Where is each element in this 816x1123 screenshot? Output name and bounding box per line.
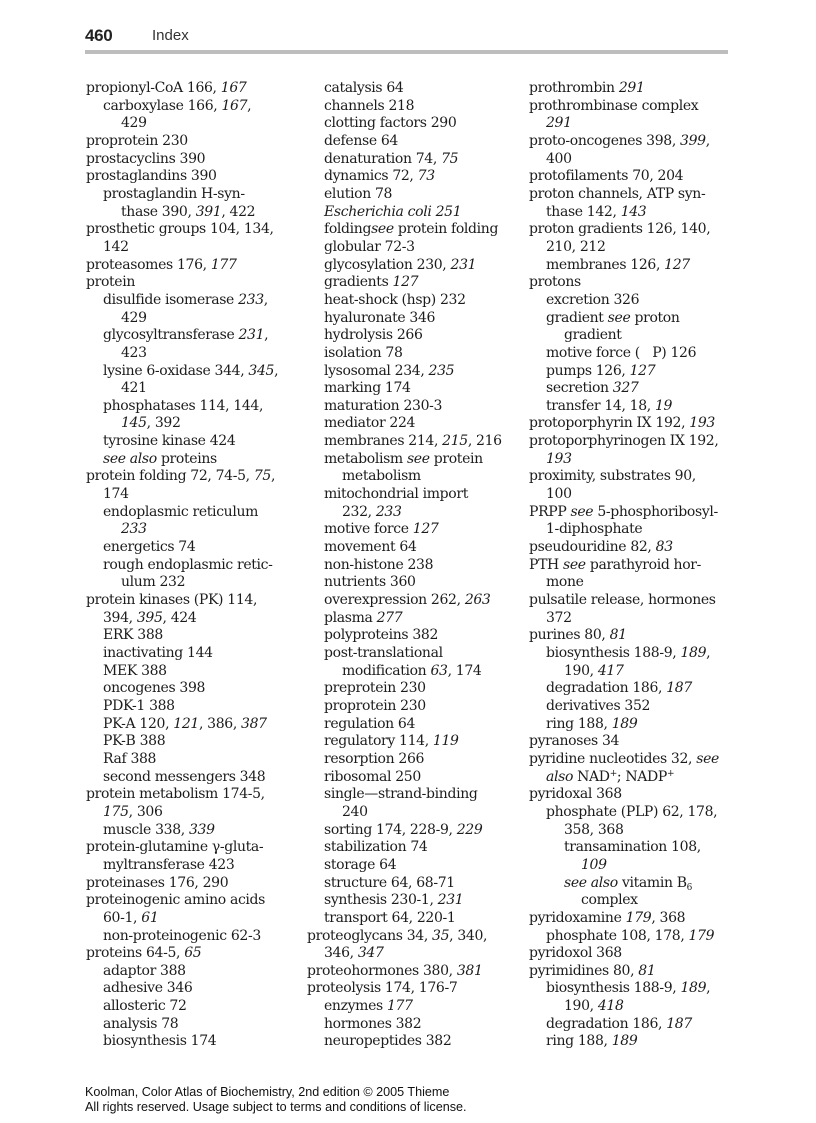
index-subentry: 400: [546, 150, 572, 167]
index-subentry: 174: [103, 486, 129, 503]
index-subentry: 372: [546, 609, 572, 626]
index-subentry: 190, 418: [564, 998, 624, 1015]
index-subentry: transport 64, 220-1: [324, 909, 456, 926]
index-subentry: hyaluronate 346: [324, 309, 436, 326]
index-subentry: 346, 347: [324, 945, 384, 962]
index-subentry: lysine 6-oxidase 344, 345,: [103, 362, 279, 379]
index-subentry: channels 218: [324, 97, 415, 114]
index-subentry: 421: [121, 380, 147, 397]
index-entry: pyrimidines 80, 81: [529, 962, 656, 979]
index-subentry: gradient: [564, 327, 622, 344]
index-subentry: transamination 108,: [564, 839, 701, 856]
index-entry: prostacyclins 390: [86, 150, 206, 167]
index-subentry: tyrosine kinase 424: [103, 433, 236, 450]
index-subentry: stabilization 74: [324, 839, 428, 856]
footer-line-1: Koolman, Color Atlas of Biochemistry, 2nd edition © 2005 Thieme: [85, 1085, 450, 1099]
index-subentry: biosynthesis 188-9, 189,: [546, 645, 711, 661]
index-subentry: 175, 306: [103, 803, 163, 820]
index-subentry: ribosomal 250: [324, 768, 421, 785]
index-entry: protofilaments 70, 204: [529, 168, 684, 185]
index-entry: pyridoxal 368: [529, 786, 622, 803]
index-subentry: excretion 326: [546, 291, 640, 308]
index-subentry: see also proteins: [103, 450, 217, 467]
index-subentry: glycosyltransferase 231,: [103, 327, 269, 344]
index-subentry: membranes 214, 215, 216: [324, 433, 502, 450]
index-subentry: lysosomal 234, 235: [324, 362, 455, 379]
index-subentry: phosphate (PLP) 62, 178,: [546, 803, 718, 820]
index-subentry: 210, 212: [546, 238, 606, 255]
index-subentry: enzymes 177: [324, 998, 413, 1015]
index-subentry: 232, 233: [342, 503, 402, 520]
index-subentry: 429: [121, 309, 147, 326]
index-entry: proprotein 230: [86, 132, 188, 149]
index-subentry: post-translational: [324, 645, 443, 661]
index-entry: pyranoses 34: [529, 733, 620, 750]
index-subentry: PK-A 120, 121, 386, 387: [103, 715, 267, 732]
index-subentry: mediator 224: [324, 415, 416, 432]
index-entry: proteins 64-5, 65: [86, 945, 202, 962]
index-subentry: defense 64: [324, 132, 398, 149]
index-subentry: inactivating 144: [103, 645, 213, 661]
index-subentry: 109: [581, 856, 607, 873]
index-subentry: 429: [121, 115, 147, 132]
index-subentry: clotting factors 290: [324, 115, 457, 132]
index-subentry: heat-shock (hsp) 232: [324, 291, 466, 308]
index-subentry: gradients 127: [324, 274, 419, 291]
section-title: Index: [152, 27, 189, 44]
index-subentry: myltransferase 423: [103, 856, 235, 873]
index-subentry: ERK 388: [103, 627, 163, 644]
index-subentry: plasma 277: [324, 609, 403, 626]
index-subentry: allosteric 72: [103, 998, 187, 1015]
index-subentry: movement 64: [324, 539, 417, 556]
index-subentry: non-histone 238: [324, 556, 434, 573]
index-subentry: 240: [342, 803, 368, 820]
index-subentry: carboxylase 166, 167,: [103, 97, 252, 114]
index-subentry: 291: [546, 115, 572, 132]
index-subentry: PDK-1 388: [103, 697, 175, 714]
index-subentry: thase 142, 143: [546, 203, 647, 220]
index-subentry: hormones 382: [324, 1015, 422, 1032]
index-subentry: globular 72-3: [324, 238, 415, 255]
index-entry: proto-oncogenes 398, 399,: [529, 132, 710, 149]
index-subentry: 190, 417: [564, 662, 624, 679]
index-entry: protein folding 72, 74-5, 75,: [86, 468, 276, 485]
index-subentry: preprotein 230: [324, 680, 426, 697]
index-subentry: structure 64, 68-71: [324, 874, 455, 891]
index-column-3: [529, 80, 741, 1051]
index-entry: proteohormones 380, 381: [307, 962, 483, 979]
index-subentry: foldingsee protein folding: [324, 221, 499, 238]
index-subentry: mone: [546, 574, 584, 591]
index-entry: prothrombinase complex: [529, 97, 699, 114]
index-subentry: membranes 126, 127: [546, 256, 690, 273]
index-subentry: single—strand-binding: [324, 786, 478, 803]
index-subentry: mitochondrial import: [324, 486, 468, 503]
index-subentry: storage 64: [324, 856, 397, 873]
index-subentry: dynamics 72, 73: [324, 168, 435, 185]
index-subentry: biosynthesis 188-9, 189,: [546, 980, 711, 997]
index-subentry: complex: [581, 892, 638, 909]
index-subentry: MEK 388: [103, 662, 167, 679]
index-entry: PTH see parathyroid hor-: [529, 556, 702, 573]
index-subentry: modification 63, 174: [342, 662, 482, 679]
index-subentry: regulatory 114, 119: [324, 733, 459, 750]
index-subentry: sorting 174, 228-9, 229: [324, 821, 483, 838]
index-subentry: phosphate 108, 178, 179: [546, 927, 715, 944]
index-entry: proton channels, ATP syn-: [529, 185, 706, 202]
index-subentry: oncogenes 398: [103, 680, 206, 697]
running-header: [85, 24, 728, 50]
index-subentry: hydrolysis 266: [324, 327, 423, 344]
index-subentry: 142: [103, 238, 129, 255]
footer-line-2: All rights reserved. Usage subject to terms and conditions of license.: [85, 1100, 467, 1114]
index-subentry: gradient see proton: [546, 309, 680, 326]
index-entry: pseudouridine 82, 83: [529, 539, 673, 556]
index-entry: propionyl-CoA 166, 167: [86, 80, 247, 96]
index-subentry: proprotein 230: [324, 697, 426, 714]
index-subentry: 1-diphosphate: [546, 521, 643, 538]
index-subentry: motive force 127: [324, 521, 439, 538]
index-subentry: motive force ( P) 126: [546, 344, 697, 361]
index-subentry: degradation 186, 187: [546, 680, 692, 697]
index-entry: protein: [86, 274, 136, 291]
index-column-2: [307, 80, 527, 1051]
index-subentry: denaturation 74, 75: [324, 150, 459, 167]
index-entry: PRPP see 5-phosphoribosyl-: [529, 503, 718, 520]
index-subentry: muscle 338, 339: [103, 821, 215, 838]
index-subentry: endoplasmic reticulum: [103, 503, 259, 520]
index-entry: proteinases 176, 290: [86, 874, 229, 891]
index-subentry: catalysis 64: [324, 80, 404, 96]
index-subentry: biosynthesis 174: [103, 1033, 217, 1050]
index-entry: pyridoxamine 179, 368: [529, 909, 686, 926]
index-entry: proteolysis 174, 176-7: [307, 980, 458, 997]
index-subentry: Escherichia coli 251: [324, 203, 462, 220]
index-subentry: transfer 14, 18, 19: [546, 397, 673, 414]
index-entry: purines 80, 81: [529, 627, 627, 644]
index-entry: proteinogenic amino acids: [86, 892, 266, 909]
index-subentry: maturation 230-3: [324, 397, 443, 414]
index-subentry: 193: [546, 450, 572, 467]
index-subentry: glycosylation 230, 231: [324, 256, 477, 273]
index-subentry: 100: [546, 486, 572, 503]
index-subentry: ring 188, 189: [546, 715, 638, 732]
index-entry: protein kinases (PK) 114,: [86, 592, 258, 609]
index-entry: pyridine nucleotides 32, see: [529, 750, 719, 767]
index-entry: protein metabolism 174-5,: [86, 786, 265, 803]
index-subentry: PK-B 388: [103, 733, 166, 750]
index-subentry: 60-1, 61: [103, 909, 159, 926]
index-entry: pulsatile release, hormones: [529, 592, 716, 609]
index-subentry: degradation 186, 187: [546, 1015, 692, 1032]
index-subentry: nutrients 360: [324, 574, 416, 591]
index-subentry: phosphatases 114, 144,: [103, 397, 264, 414]
index-subentry: secretion 327: [546, 380, 639, 397]
index-subentry: isolation 78: [324, 344, 403, 361]
index-subentry: see also vitamin $B_6$: [564, 874, 693, 893]
index-subentry: energetics 74: [103, 539, 196, 556]
index-subentry: 394, 395, 424: [103, 609, 197, 626]
index-subentry: resorption 266: [324, 750, 425, 767]
index-subentry: prostaglandin H-syn-: [103, 185, 245, 202]
index-entry: proximity, substrates 90,: [529, 468, 696, 485]
index-subentry: 233: [121, 521, 147, 538]
copyright-footer: [85, 1085, 467, 1115]
header-rule: [85, 50, 728, 54]
index-entry: prothrombin 291: [529, 80, 645, 96]
index-subentry: non-proteinogenic 62-3: [103, 927, 261, 944]
index-subentry: 145, 392: [121, 415, 181, 432]
index-subentry: second messengers 348: [103, 768, 266, 785]
index-entry: prosthetic groups 104, 134,: [86, 221, 274, 238]
index-subentry: adaptor 388: [103, 962, 186, 979]
page-number: 460: [85, 26, 113, 45]
index-subentry: neuropeptides 382: [324, 1033, 452, 1050]
index-column-1: [86, 80, 308, 1051]
index-subentry: 358, 368: [564, 821, 624, 838]
index-entry: prostaglandins 390: [86, 168, 217, 185]
index-subentry: metabolism: [342, 468, 421, 485]
index-subentry: ulum 232: [121, 574, 186, 591]
index-entry: pyridoxol 368: [529, 945, 622, 962]
index-subentry: elution 78: [324, 185, 393, 202]
index-entry: protein-glutamine γ-gluta-: [86, 839, 264, 856]
index-subentry: analysis 78: [103, 1015, 179, 1032]
index-subentry: polyproteins 382: [324, 627, 439, 644]
index-subentry: disulfide isomerase 233,: [103, 291, 268, 308]
index-entry: proteasomes 176, 177: [86, 256, 237, 273]
index-subentry: metabolism see protein: [324, 450, 483, 467]
index-subentry: synthesis 230-1, 231: [324, 892, 464, 909]
index-subentry: Raf 388: [103, 750, 157, 767]
index-subentry: derivatives 352: [546, 697, 651, 714]
index-entry: protons: [529, 274, 581, 291]
index-subentry: rough endoplasmic retic-: [103, 556, 273, 573]
index-entry: proton gradients 126, 140,: [529, 221, 711, 238]
index-subentry: overexpression 262, 263: [324, 592, 491, 609]
index-subentry: ring 188, 189: [546, 1033, 638, 1050]
index-entry: proteoglycans 34, 35, 340,: [307, 927, 488, 944]
index-entry: protoporphyrinogen IX 192,: [529, 433, 719, 450]
index-subentry: adhesive 346: [103, 980, 193, 997]
index-subentry: pumps 126, 127: [546, 362, 656, 379]
index-subentry: 423: [121, 344, 147, 361]
index-entry: protoporphyrin IX 192, 193: [529, 415, 715, 432]
index-subentry: also NAD+; NADP+: [546, 768, 675, 785]
index-subentry: marking 174: [324, 380, 411, 397]
index-subentry: regulation 64: [324, 715, 416, 732]
index-subentry: thase 390, 391, 422: [121, 203, 256, 220]
